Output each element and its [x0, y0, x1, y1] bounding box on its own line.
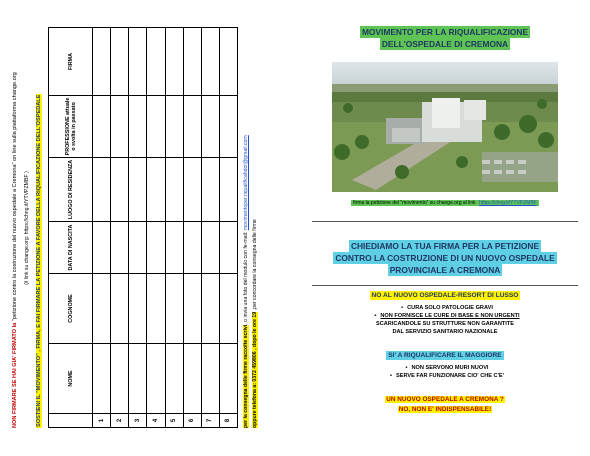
bullet-icon: •: [374, 313, 377, 319]
row-number-header: [49, 414, 93, 428]
column-header-data-nascita: DATA DI NASCITA: [49, 222, 93, 274]
closing-statement: UN NUOVO OSPEDALE A CREMONA ? NO, NON E' INDISPENSABILE!: [386, 396, 504, 413]
cognome-cell[interactable]: [129, 274, 147, 344]
column-header-luogo-residenza: LUOGO DI RESIDENZA: [49, 158, 93, 222]
data-nascita-cell[interactable]: [201, 222, 219, 274]
table-row: [93, 28, 111, 428]
data-nascita-cell[interactable]: [93, 222, 111, 274]
petition-form-heading: SOSTIENI IL "MOVIMENTO" , FIRMA, E FAI FIRMARE LA PETIZIONE A FAVORE DELLA RIQUALIFICAZIONE DELL'OSPEDALE: [36, 94, 42, 427]
nome-cell[interactable]: [165, 344, 183, 414]
petition-headline: CHIEDIAMO LA TUA FIRMA PER LA PETIZIONE CONTRO LA COSTRUZIONE DI UN NUOVO OSPEDALE PROVINCIALE A CREMONA: [335, 241, 555, 275]
luogo-residenza-cell[interactable]: [147, 158, 165, 222]
bullet-icon: •: [390, 373, 392, 379]
nome-cell[interactable]: [93, 344, 111, 414]
cognome-cell[interactable]: [147, 274, 165, 344]
hospital-aerial-image: [332, 62, 558, 192]
column-header-nome: NOME: [49, 344, 93, 414]
table-row: [129, 28, 147, 428]
table-row: [201, 28, 219, 428]
cognome-cell[interactable]: [219, 274, 237, 344]
firma-cell[interactable]: [165, 28, 183, 96]
change-org-link-note: (il link su change.org: https://chng.it/YTVPZMBF ): [24, 171, 30, 285]
movement-title: MOVIMENTO PER LA RIQUALIFICAZIONE DELL'OSPEDALE DI CREMONA: [361, 27, 529, 49]
list-item-continuation: DAL SERVIZIO SANITARIO NAZIONALE: [392, 329, 498, 335]
si-section-list: [300, 364, 590, 380]
luogo-residenza-cell[interactable]: [183, 158, 201, 222]
row-number: 4: [147, 414, 165, 428]
data-nascita-cell[interactable]: [165, 222, 183, 274]
column-header-professione: PROFESSIONE attuale o svolta in passato: [49, 96, 93, 158]
professione-cell[interactable]: [147, 96, 165, 158]
table-row: [165, 28, 183, 428]
row-number: 8: [219, 414, 237, 428]
data-nascita-cell[interactable]: [183, 222, 201, 274]
list-item-continuation: SCARICANDOLE SU STRUTTURE NON GARANTITE: [376, 321, 514, 327]
list-item: • CURA SOLO PATOLOGIE GRAVI: [300, 304, 590, 312]
column-header-firma: FIRMA: [49, 28, 93, 96]
row-number: 5: [165, 414, 183, 428]
petition-link-caption: firma la petizione del "movimento" su change.org al link https://chng.it/YTVPZMBF: [353, 200, 537, 206]
luogo-residenza-cell[interactable]: [111, 158, 129, 222]
luogo-residenza-cell[interactable]: [93, 158, 111, 222]
professione-cell[interactable]: [165, 96, 183, 158]
professione-cell[interactable]: [111, 96, 129, 158]
no-section-list: [300, 304, 590, 336]
row-number: 7: [201, 414, 219, 428]
firma-cell[interactable]: [183, 28, 201, 96]
no-section-title: NO AL NUOVO OSPEDALE-RESORT DI LUSSO: [371, 292, 519, 299]
nome-cell[interactable]: [129, 344, 147, 414]
divider: [312, 285, 578, 286]
row-number: 6: [183, 414, 201, 428]
firma-cell[interactable]: [93, 28, 111, 96]
luogo-residenza-cell[interactable]: [201, 158, 219, 222]
bullet-icon: •: [405, 365, 408, 371]
nome-cell[interactable]: [219, 344, 237, 414]
firma-cell[interactable]: [219, 28, 237, 96]
list-item: • NON SERVONO MURI NUOVI: [300, 364, 590, 372]
column-header-cognome: COGNOME: [49, 274, 93, 344]
data-nascita-cell[interactable]: [219, 222, 237, 274]
table-row: [147, 28, 165, 428]
nome-cell[interactable]: [147, 344, 165, 414]
table-row: [219, 28, 237, 428]
table-header-row: [49, 28, 93, 428]
contact-phone: oppure telefona a: 0372 459806 , dopo le ore 19: [252, 311, 258, 428]
firma-cell[interactable]: [201, 28, 219, 96]
contact-email-link[interactable]: movimentoper.riqualificahdcr@gmail.com: [243, 135, 249, 231]
table-row: [183, 28, 201, 428]
row-number: 2: [111, 414, 129, 428]
firma-cell[interactable]: [147, 28, 165, 96]
firma-cell[interactable]: [129, 28, 147, 96]
professione-cell[interactable]: [93, 96, 111, 158]
professione-cell[interactable]: [219, 96, 237, 158]
hospital-aerial-photo: [332, 62, 558, 192]
bullet-icon: •: [401, 305, 404, 311]
row-number: 3: [129, 414, 147, 428]
do-not-sign-twice-note: NON FIRMARE SE HAI GIA' FIRMATO la "petizione contro la costruzione del nuovo ospedale a Cremona" on line sulla piattaforma change.org: [12, 72, 18, 428]
nome-cell[interactable]: [183, 344, 201, 414]
cognome-cell[interactable]: [201, 274, 219, 344]
list-item: • SERVE FAR FUNZIONARE CIO' CHE C'E': [300, 372, 590, 380]
professione-cell[interactable]: [129, 96, 147, 158]
cognome-cell[interactable]: [93, 274, 111, 344]
professione-cell[interactable]: [183, 96, 201, 158]
luogo-residenza-cell[interactable]: [219, 158, 237, 222]
professione-cell[interactable]: [201, 96, 219, 158]
divider: [312, 221, 578, 222]
row-number: 1: [93, 414, 111, 428]
data-nascita-cell[interactable]: [129, 222, 147, 274]
cognome-cell[interactable]: [165, 274, 183, 344]
cognome-cell[interactable]: [111, 274, 129, 344]
luogo-residenza-cell[interactable]: [165, 158, 183, 222]
signature-delivery-note: per la consegna delle firme raccolte scrivi, o invia una foto del modulo con fe-mail: movimentoper.riqualificahdcr@gmail.com oppure telefona a: 0372 459806 , dopo le ore 19 ,per concordare la consegna delle firme: [243, 135, 258, 428]
rotated-petition-form: [12, 28, 282, 428]
table-row: [111, 28, 129, 428]
luogo-residenza-cell[interactable]: [129, 158, 147, 222]
nome-cell[interactable]: [111, 344, 129, 414]
si-section-title: SI' A RIQUALIFICARE IL MAGGIORE: [388, 352, 502, 359]
data-nascita-cell[interactable]: [111, 222, 129, 274]
list-item: • NON FORNISCE LE CURE DI BASE E NON URGENTI: [300, 312, 590, 320]
data-nascita-cell[interactable]: [147, 222, 165, 274]
firma-cell[interactable]: [111, 28, 129, 96]
change-org-link[interactable]: https://chng.it/YTVPZMBF: [479, 200, 537, 206]
nome-cell[interactable]: [201, 344, 219, 414]
flyer-page: [300, 0, 590, 456]
cognome-cell[interactable]: [183, 274, 201, 344]
signature-table: [48, 27, 238, 428]
